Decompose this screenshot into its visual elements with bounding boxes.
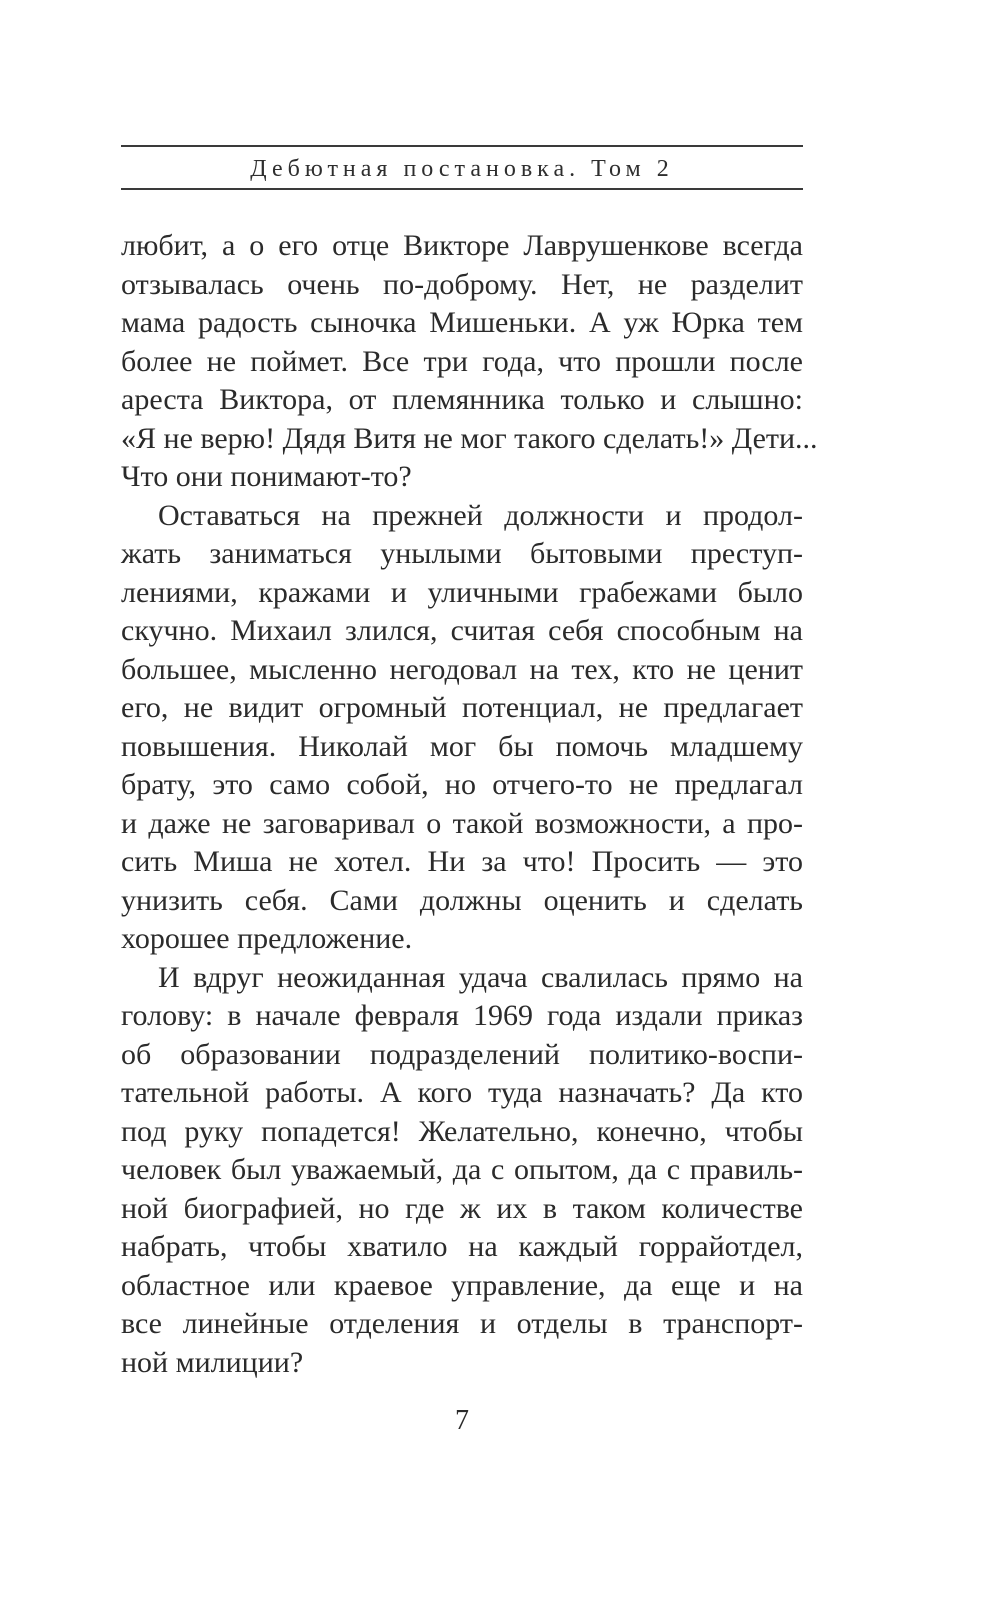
text-line: «Я не верю! Дядя Витя не мог такого сделать!» Дети... — [121, 421, 818, 455]
text-line: жать заниматься унылыми бытовыми преступ- — [121, 537, 803, 570]
text-line: все линейные отделения и отделы в транспорт- — [121, 1307, 803, 1340]
text-line: большее, мысленно негодовал на тех, кто не ценит — [121, 652, 803, 686]
text-line: более не поймет. Все три года, что прошли после — [121, 344, 803, 378]
text-line: ареста Виктора, от племянника только и слышно: — [121, 383, 803, 416]
text-line: его, не видит огромный потенциал, не предлагает — [121, 691, 803, 724]
text-line: и даже не заговаривал о такой возможности, а про- — [121, 806, 803, 840]
text-line: человек был уважаемый, да с опытом, да с правиль- — [121, 1153, 803, 1186]
text-line: сить Миша не хотел. Ни за что! Просить — это — [121, 845, 803, 878]
text-line: мама радость сыночка Мишеньки. А уж Юрка тем — [121, 306, 803, 339]
text-line: областное или краевое управление, да еще и на — [121, 1268, 803, 1302]
text-line: лениями, кражами и уличными грабежами было — [121, 575, 803, 609]
paragraph-2 — [121, 497, 803, 959]
text-line: хорошее предложение. — [121, 922, 413, 955]
text-line: под руку попадется! Желательно, конечно, чтобы — [121, 1114, 803, 1148]
paragraph-1 — [121, 227, 818, 497]
text-line: об образовании подразделений политико-воспи- — [121, 1037, 803, 1071]
text-line: набрать, чтобы хватило на каждый горрайотдел, — [121, 1230, 803, 1263]
text-line: ной милиции? — [121, 1345, 304, 1379]
running-head: Дебютная постановка. Том 2 — [250, 156, 674, 182]
paragraph-3 — [121, 959, 803, 1383]
text-line: Оставаться на прежней должности и продол- — [158, 498, 803, 532]
text-line: брату, это само собой, но отчего-то не предлагал — [121, 768, 803, 801]
text-line: ной биографией, но где ж их в таком количестве — [121, 1191, 803, 1225]
text-line: тательной работы. А кого туда назначать? Да кто — [121, 1076, 803, 1109]
text-line: унизить себя. Сами должны оценить и сделать — [121, 883, 803, 917]
text-line: любит, а о его отце Викторе Лаврушенкове всегда — [121, 229, 803, 262]
page-number: 7 — [455, 1405, 469, 1436]
text-line: И вдруг неожиданная удача свалилась прямо на — [158, 960, 803, 994]
body-text — [121, 227, 818, 1382]
text-line: повышения. Николай мог бы помочь младшему — [121, 729, 803, 763]
header-rule-bottom — [121, 188, 803, 190]
text-line: голову: в начале февраля 1969 года издали приказ — [121, 999, 803, 1032]
text-line: отзывалась очень по-доброму. Нет, не разделит — [121, 267, 803, 301]
text-line: Что они понимают-то? — [121, 460, 412, 493]
text-line: скучно. Михаил злился, считая себя способным на — [121, 614, 803, 647]
header-rule-top — [121, 145, 803, 147]
